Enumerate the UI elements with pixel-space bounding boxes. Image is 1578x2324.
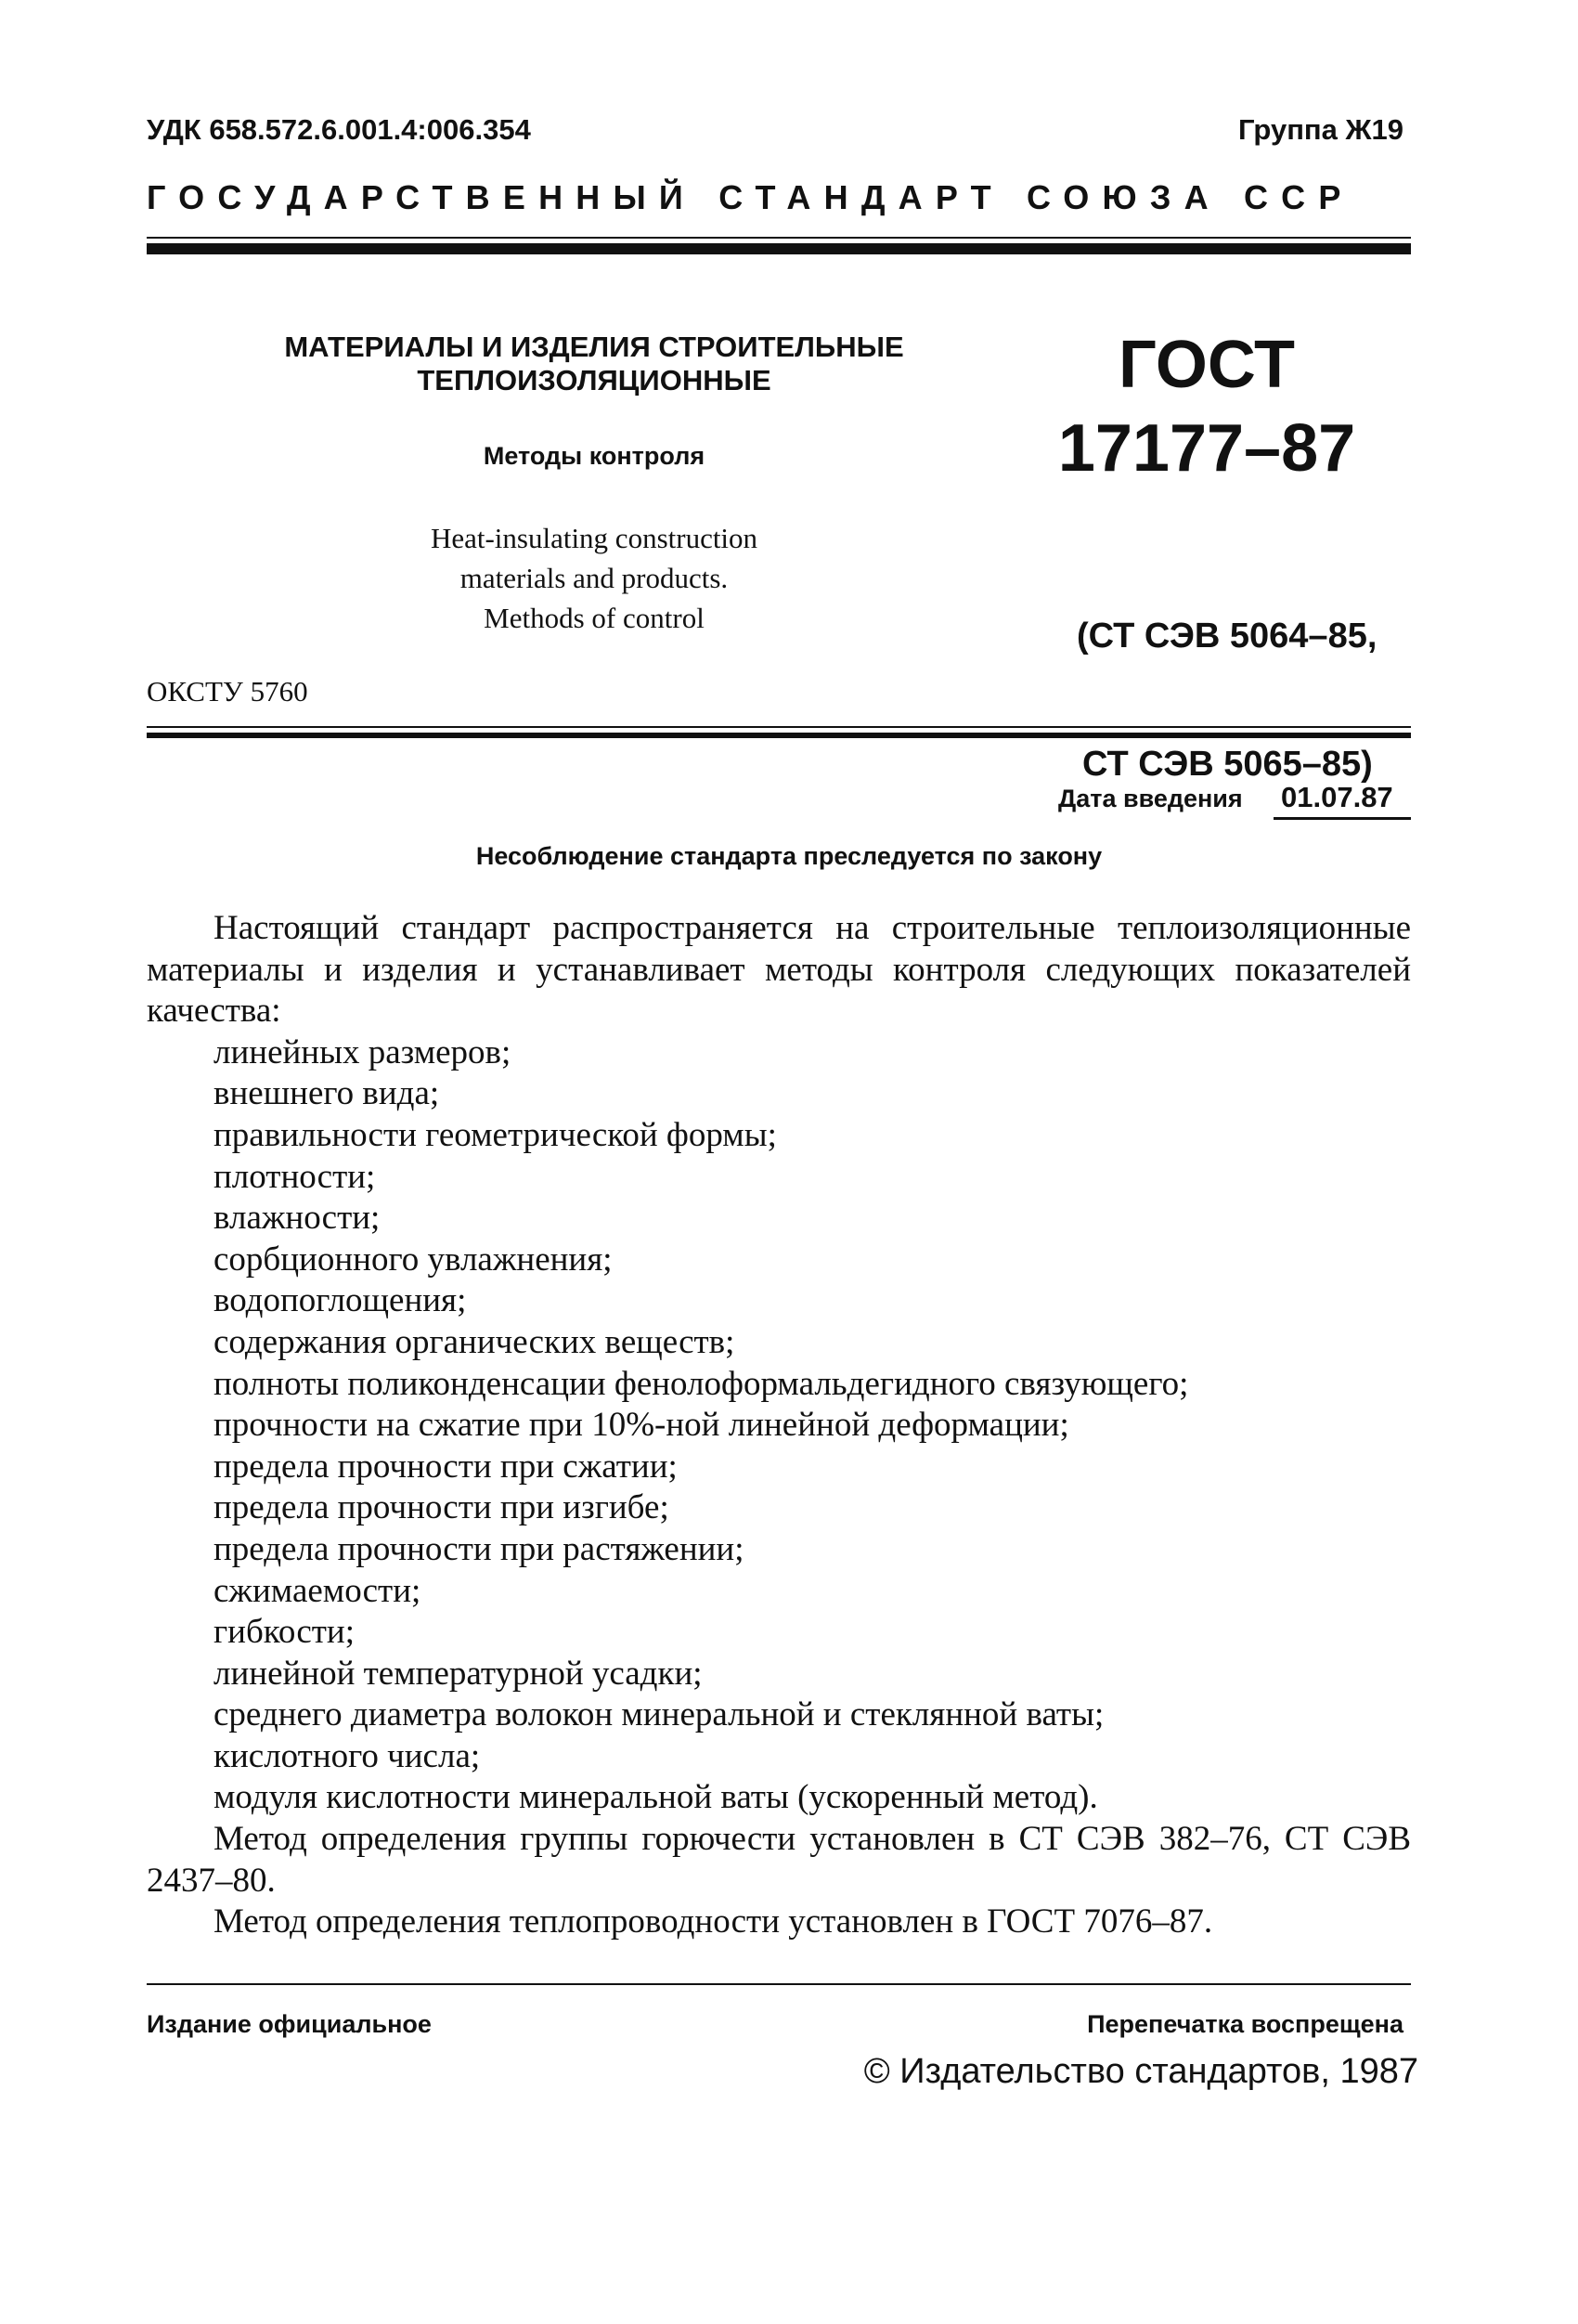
official-edition-label: Издание официальное xyxy=(147,2010,432,2038)
gost-number: 17177–87 xyxy=(1057,411,1356,486)
reprint-prohibited-label: Перепечатка воспрещена xyxy=(1087,2010,1403,2038)
list-item: водопоглощения; xyxy=(213,1281,467,1320)
list-item: сорбционного увлажнения; xyxy=(213,1240,613,1279)
cmea-line-2: СТ СЭВ 5065–85) xyxy=(1082,745,1373,784)
list-item: полноты поликонденсации фенолоформальдегидного связующего; xyxy=(213,1364,1189,1403)
udk-code: УДК 658.572.6.001.4:006.354 xyxy=(147,113,531,146)
english-title xyxy=(306,518,882,638)
quality-indicators-list xyxy=(147,1032,1411,1819)
copyright-notice: © Издательство стандартов, 1987 xyxy=(863,2052,1418,2091)
english-title-line-2: materials and products. xyxy=(459,562,729,594)
document-subtitle: Методы контроля xyxy=(483,442,705,470)
gost-designation xyxy=(1049,323,1365,490)
introduction-date-value: 01.07.87 xyxy=(1281,781,1393,813)
gost-label: ГОСТ xyxy=(1118,328,1296,402)
list-item: плотности; xyxy=(213,1157,376,1196)
conductivity-paragraph: Метод определения теплопроводности установлен в ГОСТ 7076–87. xyxy=(213,1902,1213,1941)
legal-notice: Несоблюдение стандарта преследуется по закону xyxy=(475,842,1103,870)
title-line-1: МАТЕРИАЛЫ И ИЗДЕЛИЯ СТРОИТЕЛЬНЫЕ xyxy=(284,331,904,363)
list-item: кислотного числа; xyxy=(213,1736,481,1775)
introduction-date-label: Дата введения xyxy=(1058,785,1243,812)
cmea-line-1: (СТ СЭВ 5064–85, xyxy=(1077,617,1378,656)
section-rule-thick xyxy=(147,733,1411,738)
english-title-line-3: Methods of control xyxy=(484,602,705,634)
document-title xyxy=(241,331,947,397)
okstu-code: ОКСТУ 5760 xyxy=(147,675,308,708)
list-item: прочности на сжатие при 10%-ной линейной деформации; xyxy=(213,1406,1069,1445)
list-item: сжимаемости; xyxy=(213,1571,421,1610)
list-item: предела прочности при изгибе; xyxy=(213,1488,669,1527)
group-code: Группа Ж19 xyxy=(1238,113,1403,146)
section-rule-thin xyxy=(147,726,1411,728)
list-item: линейных размеров; xyxy=(213,1032,511,1071)
footer-rule xyxy=(147,1983,1411,1985)
state-standard-heading: ГОСУДАРСТВЕННЫЙ СТАНДАРТ СОЮЗА ССР xyxy=(147,178,1354,216)
english-title-line-1: Heat-insulating construction xyxy=(430,522,758,554)
list-item: внешнего вида; xyxy=(213,1074,440,1113)
combustibility-paragraph: Метод определения группы горючести установлен в СТ СЭВ 382–76, СТ СЭВ 2437–80. xyxy=(147,1820,1411,1900)
header-rule-thin xyxy=(147,237,1411,239)
list-item: предела прочности при растяжении; xyxy=(213,1529,744,1568)
introduction-date-underline xyxy=(1274,817,1411,820)
list-item: модуля кислотности минеральной ваты (ускоренный метод). xyxy=(213,1778,1098,1817)
header-rule-thick xyxy=(147,243,1411,254)
list-item: гибкости; xyxy=(213,1613,355,1652)
list-item: содержания органических веществ; xyxy=(213,1322,735,1361)
body-text xyxy=(147,908,1411,1943)
list-item: правильности геометрической формы; xyxy=(213,1115,777,1154)
list-item: линейной температурной усадки; xyxy=(213,1654,703,1693)
title-line-2: ТЕПЛОИЗОЛЯЦИОННЫЕ xyxy=(417,364,771,396)
list-item: предела прочности при сжатии; xyxy=(213,1447,678,1486)
intro-paragraph: Настоящий стандарт распространяется на строительные теплоизоляционные материалы и изделия и устанавливает методы контроля следующих показателей качества: xyxy=(147,909,1411,1031)
list-item: влажности; xyxy=(213,1199,381,1238)
list-item: среднего диаметра волокон минеральной и стеклянной ваты; xyxy=(213,1695,1105,1734)
